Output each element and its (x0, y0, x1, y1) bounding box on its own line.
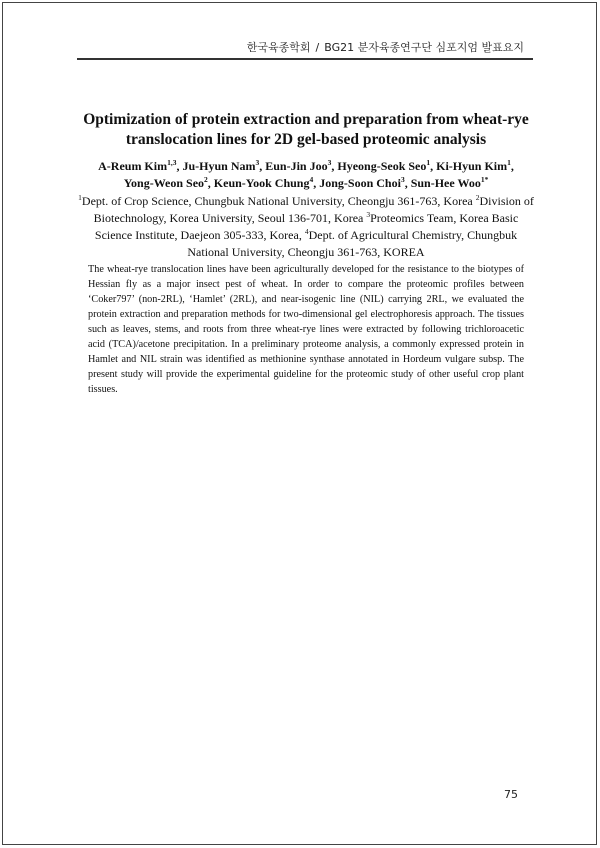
header-separator: / (315, 41, 320, 54)
header-rule (77, 58, 533, 60)
affiliations (78, 193, 534, 261)
affiliation-mark: 4 (304, 227, 309, 236)
author: Keun-Yook Chung$^4$, (213, 175, 317, 190)
author: Ju-Hyun Nam$^3$, (182, 158, 263, 173)
author-name: Hyeong-Seok Seo (337, 159, 427, 173)
author-name: Eun-Jin Joo (265, 159, 328, 173)
abstract-text: The wheat-rye translocation lines have been agriculturally developed for the resistance to the biotypes of Hessian fly as a major insect pest of wheat. In order to compare the proteomic profiles between ‘Coker797’ (non-2RL), ‘Hamlet’ (2RL), and near-isogenic line (NIL) carrying 2RL, we evaluated the protein extraction and preparation methods for two-dimensional gel electrophoresis approach. The tissues such as leaves, stems, and roots from three wheat-rye lines were extracted by following trichloroacetic acid (TCA)/acetone precipitation. In a preliminary proteome analysis, a commonly expressed protein in Hamlet and NIL strain was identified as methionine synthase annotated in Hordeum vulgare subsp. The present study will provide the experimental guideline for the proteomic study of other useful crop plant tissues. (88, 264, 524, 395)
author-affil-mark: 1 (507, 158, 511, 167)
author-name: Ju-Hyun Nam (182, 159, 256, 173)
author-affil-mark: 3 (400, 175, 405, 184)
paper-title (78, 110, 534, 150)
author-affil-mark: 3 (327, 158, 332, 167)
author-name: Yong-Weon Seo (123, 176, 205, 190)
author-list (78, 158, 534, 192)
author-name: Jong-Soon Choi (319, 176, 401, 190)
author-affil-mark: 2 (204, 175, 208, 184)
author-affil-mark: 4 (309, 175, 314, 184)
title-line: translocation lines for 2D gel-based proteomic analysis (125, 131, 487, 148)
author (411, 176, 489, 190)
affiliation-text: Proteomics Team, Korea Basic Science Institute, Daejeon 305-333, Korea, (94, 211, 519, 242)
author-name: Ki-Hyun Kim (436, 159, 508, 173)
page-number: 75 (504, 788, 518, 801)
affiliation-mark: 3 (366, 210, 371, 219)
author: Eun-Jin Joo$^3$, (265, 158, 335, 173)
author-affil-mark: 1 (426, 158, 431, 167)
affiliation-text: Dept. of Agricultural Chemistry, Chungbuk National University, Cheongju 361-763, KOREA (187, 228, 518, 259)
author-name: A-Reum Kim (98, 159, 168, 173)
author: Ki-Hyun Kim$^1$, (436, 158, 514, 173)
affiliation-mark: 1 (78, 193, 82, 202)
affiliation-text: Division of Biotechnology, Korea University, Seoul 136-701, Korea (93, 194, 534, 225)
author-name: Keun-Yook Chung (213, 176, 310, 190)
affiliation-mark: 2 (475, 193, 480, 202)
title-line: Optimization of protein extraction and preparation from wheat-rye (83, 111, 529, 128)
author-name: Sun-Hee Woo (410, 176, 481, 190)
author: A-Reum Kim$^{1,3}$, (98, 158, 180, 173)
symposium-name: BG21 분자육종연구단 심포지엄 발표요지 (324, 41, 524, 54)
author-affil-mark: 1* (480, 175, 489, 184)
author: Hyeong-Seok Seo$^1$, (337, 158, 434, 173)
affiliation (78, 194, 473, 208)
author-affil-mark: 3 (255, 158, 260, 167)
author-affil-mark: 1,3 (167, 158, 177, 167)
affiliation-text: Dept. of Crop Science, Chungbuk National University, Cheongju 361-763, Korea (81, 194, 473, 208)
running-header (60, 39, 524, 55)
author: Yong-Weon Seo$^2$, (123, 175, 211, 190)
author: Jong-Soon Choi$^3$, (319, 175, 408, 190)
society-name: 한국육종학회 (246, 41, 311, 54)
